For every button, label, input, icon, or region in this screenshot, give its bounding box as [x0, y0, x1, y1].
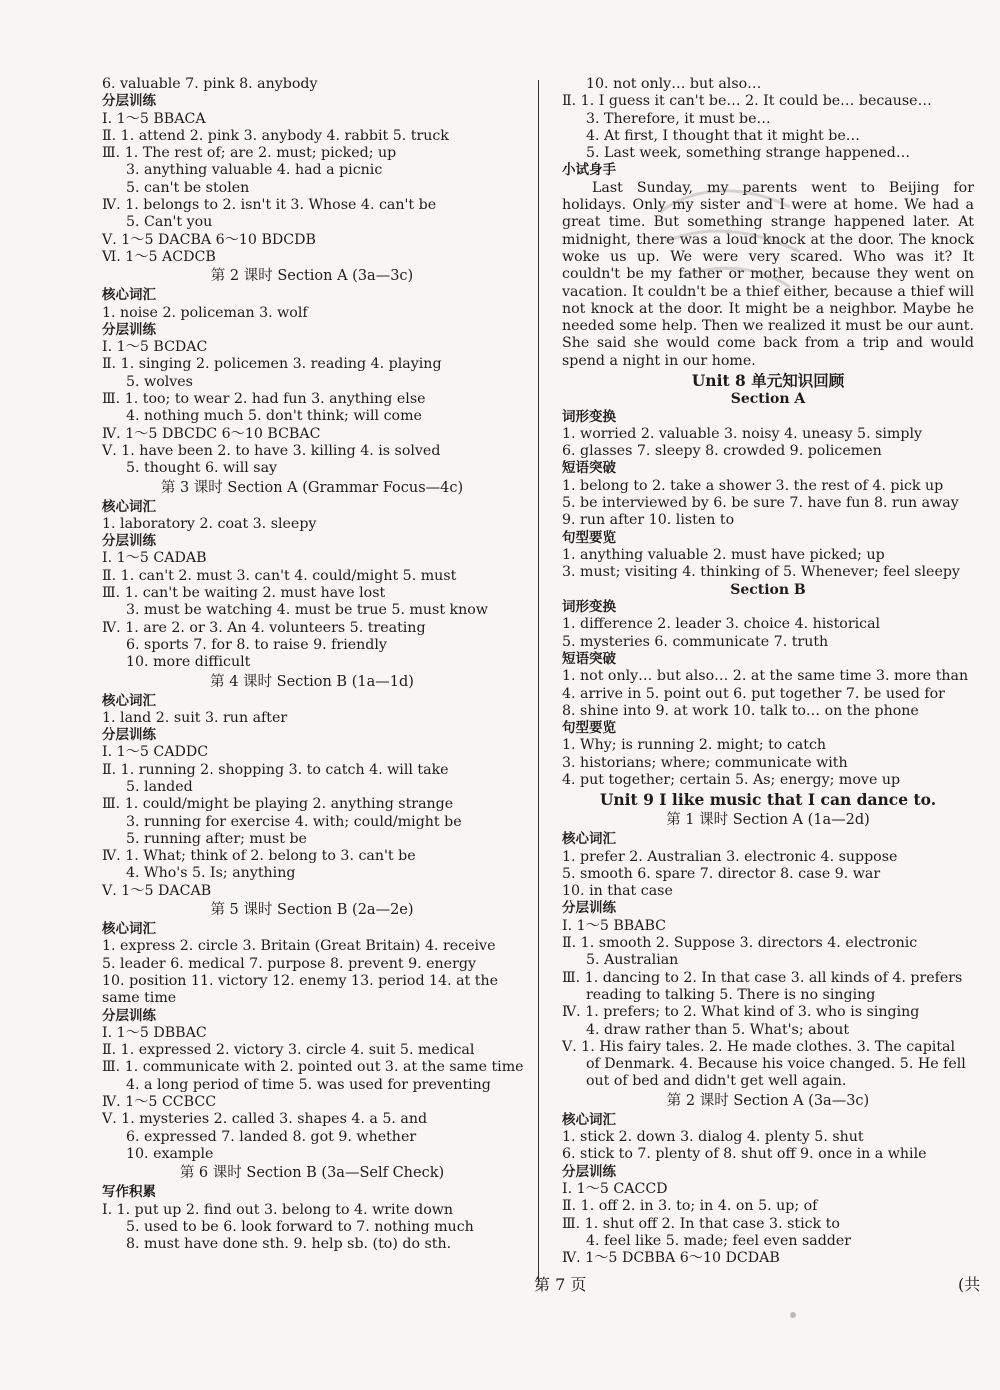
section-heading: 小试身手 — [562, 162, 616, 179]
answer-line: 6. expressed 7. landed 8. got 9. whether — [126, 1128, 417, 1145]
answer-line: Ⅴ. 1. His fairy tales. 2. He made clothes. 3. The capital — [562, 1038, 956, 1055]
lesson-title: 第 3 课时 Section A (Grammar Focus—4c) — [160, 479, 464, 496]
section-heading: 分层训练 — [102, 93, 156, 110]
section-heading: 分层训练 — [562, 1163, 616, 1180]
section-heading: 核心词汇 — [102, 498, 156, 515]
page-footer — [0, 1272, 1000, 1302]
answer-line: 10. not only… but also… — [586, 76, 762, 92]
answer-line: 4. nothing much 5. don't think; will come — [126, 408, 422, 425]
answer-line: Ⅴ. 1. have been 2. to have 3. killing 4. is solved — [102, 442, 441, 459]
answer-line: Ⅲ. 1. dancing to 2. In that case 3. all kinds of 4. prefers — [562, 969, 963, 986]
answer-line: Ⅲ. 1. communicate with 2. pointed out 3. at the same time — [102, 1059, 524, 1076]
answer-line: 5. Last week, something strange happened… — [586, 145, 911, 162]
lesson-title: 第 5 课时 Section B (2a—2e) — [210, 902, 414, 919]
answer-line: 3. must be watching 4. must be true 5. must know — [126, 602, 488, 619]
answer-line: 3. must; visiting 4. thinking of 5. Whenever; feel sleepy — [562, 564, 960, 581]
answer-line: 5. used to be 6. look forward to 7. nothing much — [126, 1218, 474, 1235]
writing-sample-paragraph — [562, 180, 974, 370]
answer-line: 1. prefer 2. Australian 3. electronic 4. suppose — [562, 848, 898, 865]
answer-line: 5. landed — [126, 778, 193, 795]
lesson-title: 第 2 课时 Section A (3a—3c) — [210, 268, 414, 285]
answer-line: 5. be interviewed by 6. be sure 7. have fun 8. run away — [562, 495, 959, 512]
lesson-title: 第 4 课时 Section B (1a—1d) — [210, 673, 414, 690]
answer-line: Ⅱ. 1. off 2. in 3. to; in 4. on 5. up; of — [562, 1198, 818, 1215]
section-heading: 句型要览 — [562, 720, 616, 737]
column-divider — [538, 80, 539, 1285]
answer-line: Ⅰ. 1～5 CADAB — [102, 550, 207, 567]
unit-title: Unit 8 单元知识回顾 — [691, 371, 845, 391]
answer-line: Ⅴ. 1～5 DACBA 6～10 BDCDB — [102, 231, 316, 248]
answer-line: 5. Australian — [586, 952, 679, 969]
answer-line: Ⅲ. 1. The rest of; are 2. must; picked; up — [102, 145, 397, 162]
section-heading: 分层训练 — [102, 321, 156, 338]
answer-line: 6. sports 7. for 8. to raise 9. friendly — [126, 636, 387, 653]
unit-title: Unit 9 I like music that I can dance to. — [599, 790, 937, 810]
answer-line: 8. must have done sth. 9. help sb. (to) do sth. — [126, 1236, 452, 1253]
answer-line: 3. running for exercise 4. with; could/might be — [126, 813, 462, 830]
page-number: 第 7 页 — [534, 1275, 587, 1294]
answer-line: Ⅳ. 1～5 DCBBA 6～10 DCDAB — [562, 1250, 780, 1267]
answer-line: 5. thought 6. will say — [126, 460, 278, 477]
section-heading: 分层训练 — [102, 533, 156, 550]
answer-line: Ⅱ. 1. smooth 2. Suppose 3. directors 4. electronic — [562, 935, 918, 952]
answer-line: 6. glasses 7. sleepy 8. crowded 9. policemen — [562, 443, 882, 460]
section-heading: 核心词汇 — [102, 287, 156, 304]
answer-line: 1. stick 2. down 3. dialog 4. plenty 5. shut — [562, 1129, 864, 1146]
answer-line: 5. leader 6. medical 7. purpose 8. prevent 9. energy — [102, 955, 476, 972]
answer-line: Ⅴ. 1. mysteries 2. called 3. shapes 4. a 5. and — [102, 1111, 428, 1128]
answer-line: Ⅳ. 1. What; think of 2. belong to 3. can't be — [102, 848, 416, 865]
answer-line: Ⅱ. 1. can't 2. must 3. can't 4. could/might 5. must — [102, 567, 457, 584]
answer-line: 1. land 2. suit 3. run after — [102, 709, 288, 726]
answer-line: 1. anything valuable 2. must have picked; up — [562, 546, 885, 563]
section-heading: 核心词汇 — [102, 692, 156, 709]
answer-line: 9. run after 10. listen to — [562, 512, 735, 529]
answer-line: 1. noise 2. policeman 3. wolf — [102, 304, 308, 321]
answer-line: Ⅳ. 1～5 CCBCC — [102, 1094, 217, 1111]
answer-line: Ⅰ. 1～5 BBABC — [562, 917, 667, 934]
answer-line: 4. feel like 5. made; feel even sadder — [586, 1232, 852, 1249]
section-label: Section B — [730, 581, 806, 598]
answer-line: Ⅱ. 1. I guess it can't be… 2. It could be… because… — [562, 93, 932, 110]
answer-line: 10. example — [126, 1145, 214, 1162]
answer-line: Ⅱ. 1. singing 2. policemen 3. reading 4. playing — [102, 356, 442, 373]
left-column — [102, 76, 522, 1253]
answer-line: 5. running after; must be — [126, 830, 307, 847]
lesson-title: 第 1 课时 Section A (1a—2d) — [666, 812, 870, 829]
answer-line: 5. can't be stolen — [126, 179, 250, 196]
answer-line: Ⅲ. 1. too; to wear 2. had fun 3. anything else — [102, 391, 426, 408]
answer-line: reading to talking 5. There is no singing — [586, 986, 876, 1003]
answer-line: 6. stick to 7. plenty of 8. shut off 9. once in a while — [562, 1146, 927, 1163]
answer-line: Ⅱ. 1. attend 2. pink 3. anybody 4. rabbit 5. truck — [102, 127, 449, 144]
answer-line: 5. wolves — [126, 373, 193, 390]
answer-line: Ⅳ. 1. prefers; to 2. What kind of 3. who is singing — [562, 1004, 920, 1021]
section-heading: 核心词汇 — [562, 831, 616, 848]
answer-line: 1. express 2. circle 3. Britain (Great Britain) 4. receive — [102, 938, 496, 955]
answer-line: Ⅱ. 1. expressed 2. victory 3. circle 4. suit 5. medical — [102, 1042, 475, 1059]
section-heading: 短语突破 — [562, 460, 616, 477]
answer-line: Ⅳ. 1～5 DBCDC 6～10 BCBAC — [102, 425, 321, 442]
writing-sample-text: Last Sunday, my parents went to Beijing for holidays. Only my sister and I were at home. We had a great time. But something strange happened later. At midnight, there was a loud knock at the door. The knock woke us up. We were very scared. Who was it? It couldn't be my father or mother, because they went on vacation. It couldn't be a thief either, because a thief will not knock at the door. It might be a neighbor. Maybe he needed some help. Then we realized it must be our aunt. She said she would come back from a trip and would spend a night in our home. — [562, 179, 974, 369]
answer-line: 1. difference 2. leader 3. choice 4. historical — [562, 616, 881, 633]
answer-line: 3. Therefore, it must be… — [586, 110, 771, 127]
right-column — [562, 76, 974, 1267]
page-total-fragment: (共 — [958, 1275, 981, 1294]
answer-line: Ⅰ. 1. put up 2. find out 3. belong to 4. write down — [102, 1201, 454, 1218]
answer-line: 4. arrive in 5. point out 6. put together 7. be used for — [562, 685, 945, 702]
section-heading: 句型要览 — [562, 529, 616, 546]
section-heading: 词形变换 — [562, 599, 616, 616]
answer-line: 10. position 11. victory 12. enemy 13. period 14. at the — [102, 972, 499, 989]
answer-line: of Denmark. 4. Because his voice changed. 5. He fell — [586, 1056, 966, 1073]
lesson-title: 第 6 课时 Section B (3a—Self Check) — [179, 1165, 445, 1182]
answer-line: 5. Can't you — [126, 214, 213, 231]
stray-mark — [790, 1312, 796, 1318]
answer-line: 1. laboratory 2. coat 3. sleepy — [102, 515, 317, 532]
answer-line: 4. put together; certain 5. As; energy; move up — [562, 771, 901, 788]
answer-line: Ⅳ. 1. belongs to 2. isn't it 3. Whose 4. can't be — [102, 197, 437, 214]
section-heading: 分层训练 — [102, 1007, 156, 1024]
answer-line: 1. worried 2. valuable 3. noisy 4. uneasy 5. simply — [562, 425, 923, 442]
answer-line: 4. Who's 5. Is; anything — [126, 865, 296, 882]
answer-line: 8. shine into 9. at work 10. talk to… on the phone — [562, 702, 919, 719]
answer-line: 1. Why; is running 2. might; to catch — [562, 737, 827, 754]
answer-line: same time — [102, 990, 177, 1007]
answer-line: 3. anything valuable 4. had a picnic — [126, 162, 383, 179]
section-heading: 核心词汇 — [562, 1111, 616, 1128]
section-heading: 分层训练 — [102, 727, 156, 744]
answer-line: Ⅱ. 1. running 2. shopping 3. to catch 4. will take — [102, 761, 449, 778]
section-heading: 词形变换 — [562, 408, 616, 425]
answer-line: Ⅰ. 1～5 CADDC — [102, 744, 209, 761]
answer-line: 6. valuable 7. pink 8. anybody — [102, 76, 318, 92]
section-heading: 分层训练 — [562, 900, 616, 917]
answer-line: Ⅰ. 1～5 DBBAC — [102, 1024, 207, 1041]
section-heading: 核心词汇 — [102, 921, 156, 938]
answer-line: Ⅳ. 1. are 2. or 3. An 4. volunteers 5. treating — [102, 619, 426, 636]
answer-line: 4. At first, I thought that it might be… — [586, 127, 860, 144]
answer-line: 10. more difficult — [126, 654, 251, 671]
right-bottom-block — [562, 370, 974, 1267]
section-label: Section A — [730, 391, 806, 408]
right-top-block — [562, 76, 974, 180]
lesson-title: 第 2 课时 Section A (3a—3c) — [666, 1092, 870, 1109]
answer-line: Ⅴ. 1～5 DACAB — [102, 882, 212, 899]
answer-line: 3. historians; where; communicate with — [562, 754, 848, 771]
answer-line: Ⅲ. 1. could/might be playing 2. anything strange — [102, 796, 454, 813]
answer-line: 4. a long period of time 5. was used for preventing — [126, 1076, 491, 1093]
answer-line: Ⅰ. 1～5 CACCD — [562, 1180, 668, 1197]
section-heading: 写作积累 — [102, 1184, 156, 1201]
answer-line: Ⅲ. 1. shut off 2. In that case 3. stick to — [562, 1215, 840, 1232]
answer-line: Ⅰ. 1～5 BCDAC — [102, 339, 208, 356]
section-heading: 短语突破 — [562, 650, 616, 667]
answer-line: 1. belong to 2. take a shower 3. the rest of 4. pick up — [562, 477, 944, 494]
answer-line: 10. in that case — [562, 883, 673, 900]
answer-line: Ⅲ. 1. can't be waiting 2. must have lost — [102, 585, 386, 602]
answer-line: Ⅰ. 1～5 BBACA — [102, 110, 206, 127]
answer-line: 4. draw rather than 5. What's; about — [586, 1021, 850, 1038]
answer-line: 1. not only… but also… 2. at the same time 3. more than — [562, 668, 969, 685]
answer-line: out of bed and didn't get well again. — [586, 1073, 847, 1090]
answer-line: 5. smooth 6. spare 7. director 8. case 9. war — [562, 865, 881, 882]
answer-line: Ⅵ. 1～5 ACDCB — [102, 248, 216, 265]
answer-line: 5. mysteries 6. communicate 7. truth — [562, 633, 829, 650]
